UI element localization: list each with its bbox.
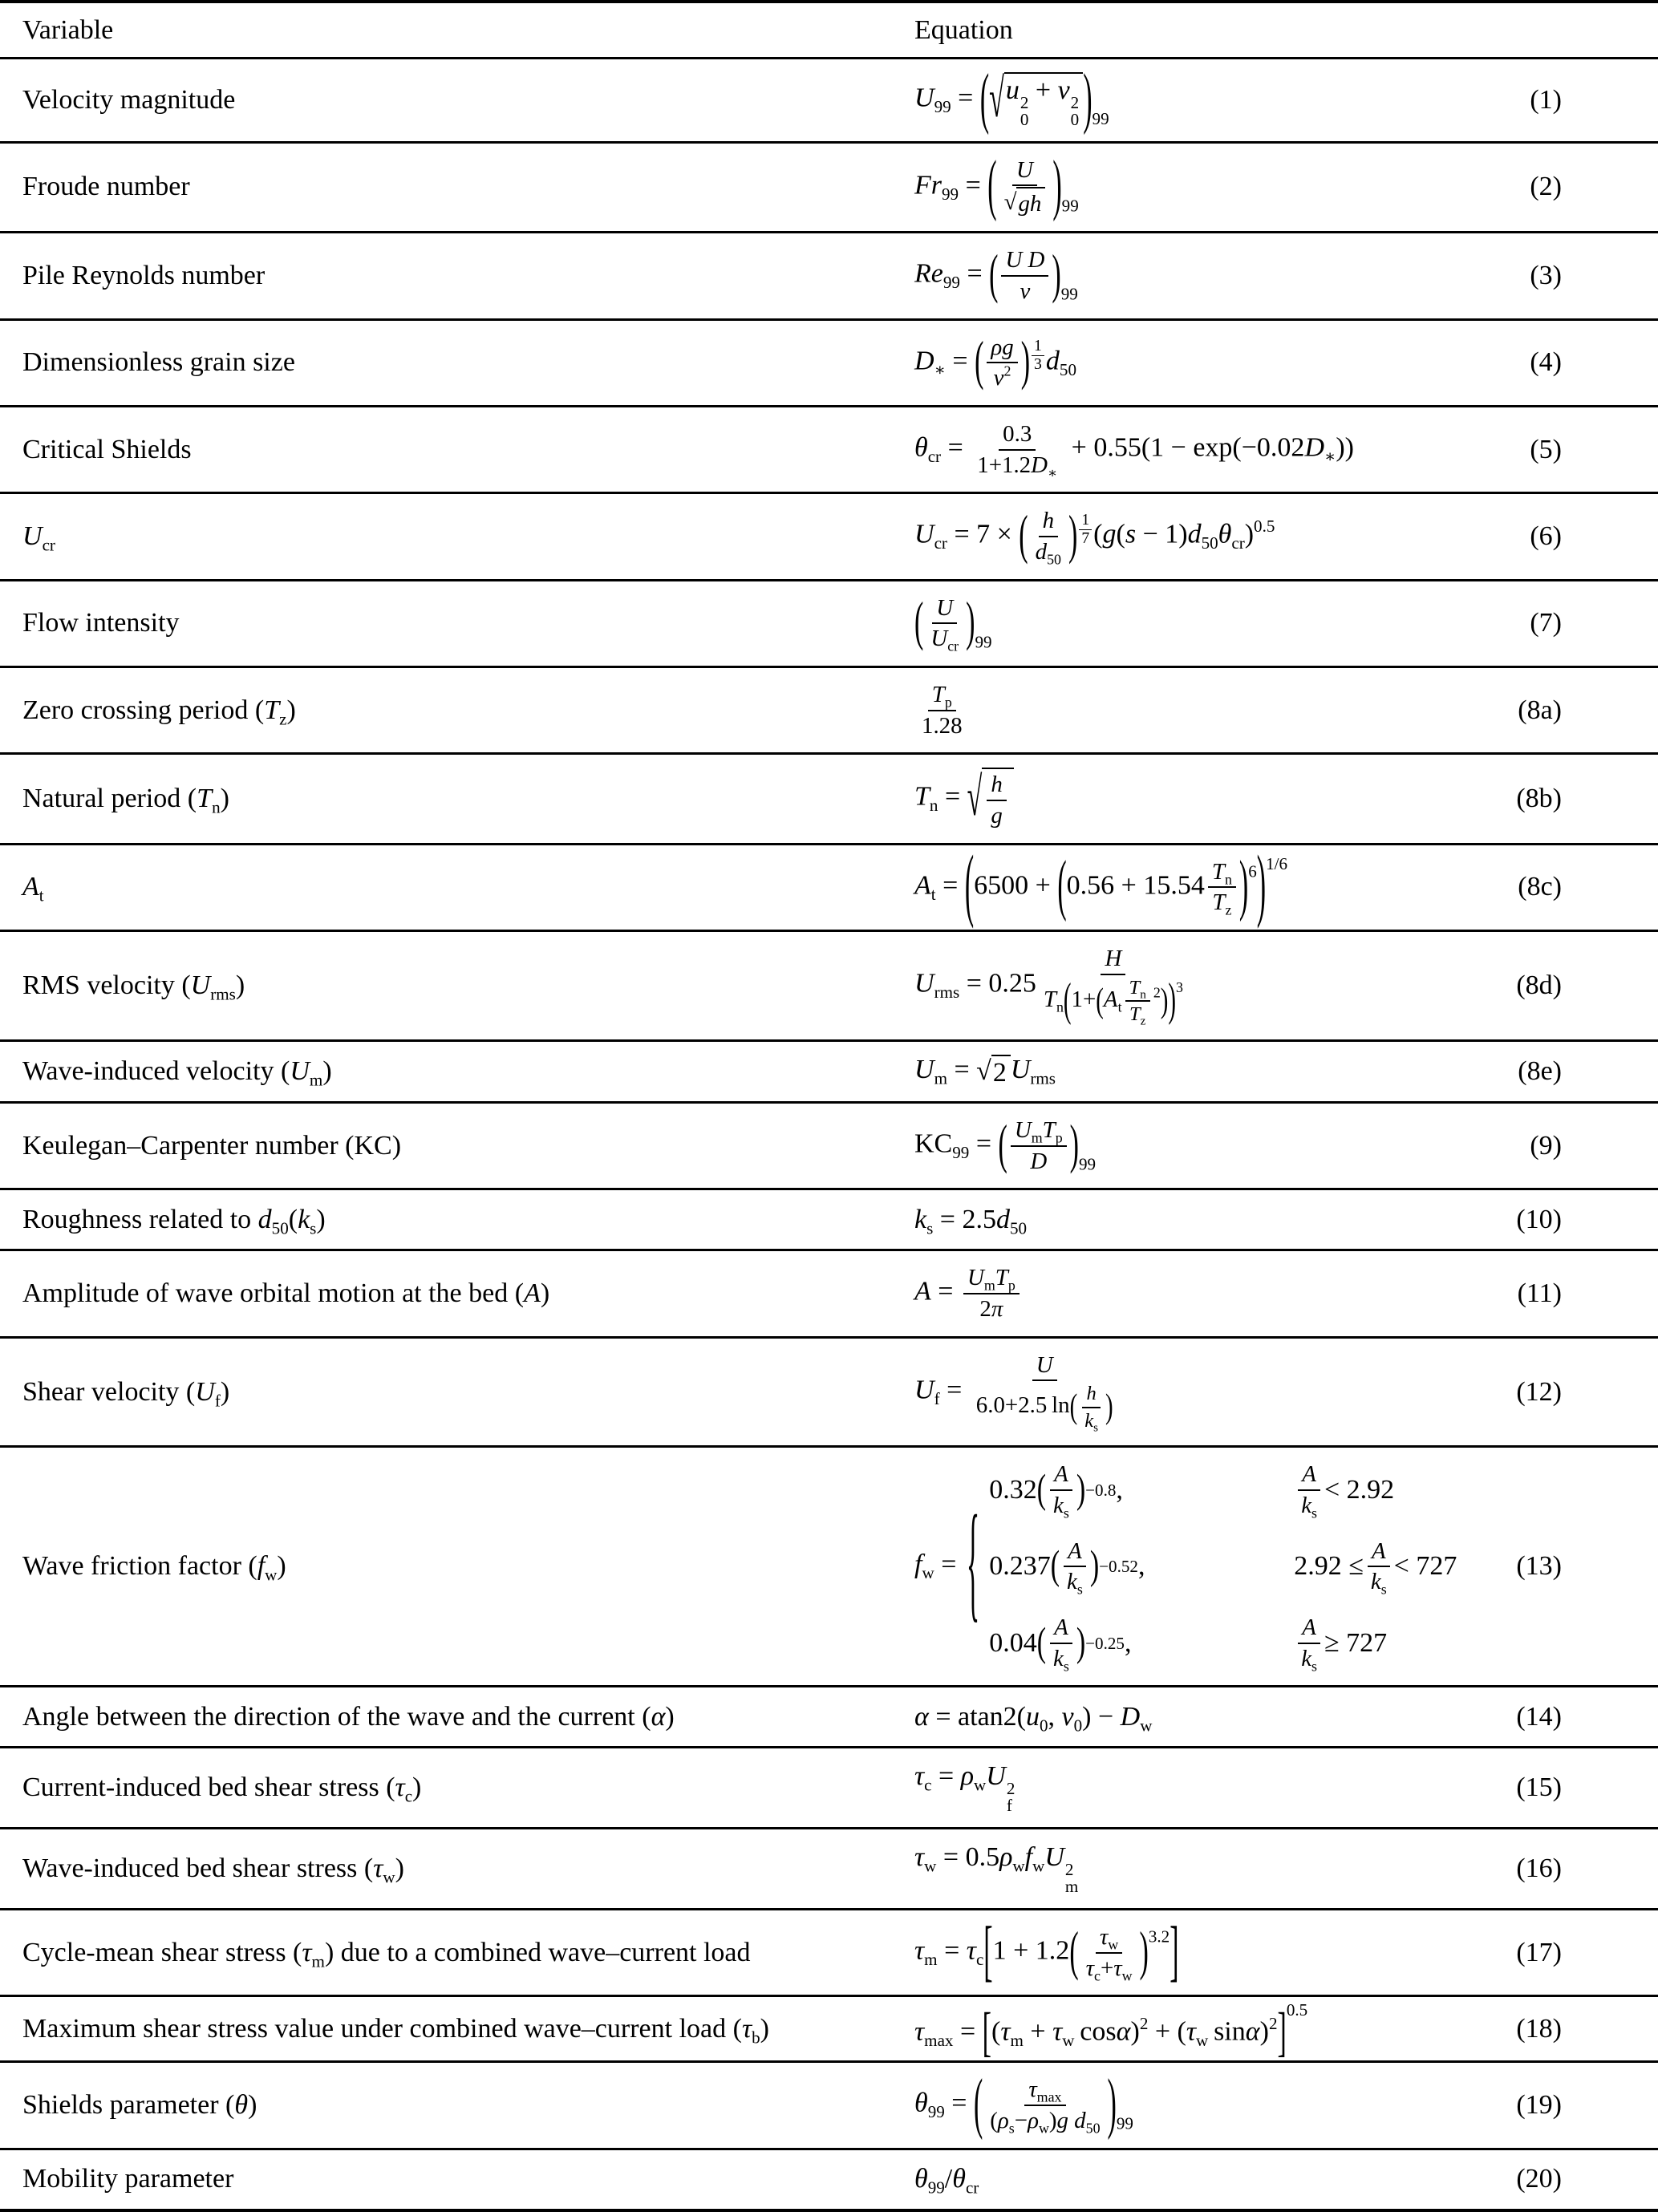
variable-label: $U_{cr}$: [22, 521, 55, 555]
equation-number: (15): [1516, 1772, 1562, 1803]
equation-formula: $T_n$ = √ $\frac{h}{g}$: [914, 768, 1486, 829]
table-row: [0, 1685, 1658, 1746]
table-row: [0, 1827, 1658, 1908]
variable-label: Wave-induced velocity $(U_m)$: [22, 1055, 332, 1090]
variable-label: Roughness related to $d_{50}(k_s)$: [22, 1204, 326, 1238]
table-body: [0, 59, 1658, 2209]
equation-formula: $\tau_w = 0.5\rho_wf_wU$ 2 m: [914, 1842, 1079, 1896]
equation-formula: $Re_{99}$ = ( $\frac{\text{U D}}{v}$ )$_{99}$: [914, 245, 1078, 305]
table-row: [0, 843, 1658, 930]
table-row: [0, 1445, 1658, 1685]
equation-formula: ( U $U_{cr}$ )$_{99}$: [914, 593, 992, 654]
variable-label: Current-induced bed shear stress $(\tau_c)$: [22, 1772, 422, 1806]
table-row: [0, 1249, 1658, 1335]
table-row: [0, 752, 1658, 842]
variable-label: Froude number: [22, 172, 190, 202]
table-row: [0, 492, 1658, 578]
header-equation: Equation: [914, 14, 1013, 45]
equation-formula: $\frac{T_p}{1.28}$: [922, 682, 963, 739]
equation-number: (13): [1516, 1551, 1562, 1582]
variable-label: Maximum shear stress value under combined wave–current load $(\tau_b)$: [22, 2013, 769, 2048]
equation-formula: $\alpha = atan2(u_0$, $v_0) - D_w$: [914, 1701, 1153, 1736]
variable-label: Velocity magnitude: [22, 84, 236, 115]
equation-formula: $U_f$ = U 6.0+2.5 ln( $\frac{h}{k_s}$ ): [914, 1351, 1113, 1435]
equation-formula: $KC_{99}$ = ( $U_mT_p$ D )$_{99}$: [914, 1115, 1097, 1175]
equation-number: (20): [1516, 2164, 1562, 2194]
variable-label: Natural period $(T_n)$: [22, 784, 229, 817]
table-row: [0, 1995, 1658, 2064]
variable-label: Shear velocity $(U_f)$: [22, 1376, 230, 1410]
variable-label: Keulegan–Carpenter number (KC): [22, 1130, 402, 1161]
table-row: [0, 2060, 1658, 2147]
variable-label: Flow intensity: [22, 608, 180, 638]
equation-formula: A = $U_mT_p$ 2π: [914, 1264, 1486, 1323]
variable-label: $A_t$: [22, 872, 44, 905]
equation-number: (17): [1516, 1937, 1562, 1967]
table-row: [0, 141, 1658, 231]
equation-formula: $\theta_{99}/\theta_{cr}$: [914, 2164, 979, 2198]
equation-formula: $U_{cr} = 7$ × ( $\frac{h}{d_{50}}$ ) $\frac{1}{7}$ $(g(s - 1)d_{50}\theta_{cr})^{0.5}$: [914, 505, 1275, 568]
variable-label: Zero crossing period $(T_z)$: [22, 695, 296, 729]
equation-number: (8a): [1518, 695, 1562, 725]
equation-number: (10): [1516, 1204, 1562, 1234]
variable-label: Wave-induced bed shear stress $(\tau_w)$: [22, 1853, 404, 1887]
equation-formula: $k_s = 2.5d_{50}$: [914, 1204, 1028, 1238]
equation-number: (19): [1516, 2089, 1562, 2120]
equation-number: (8b): [1516, 784, 1562, 814]
equation-formula: $Fr_{99}$ = ( U √ gh )$_{99}$: [914, 148, 1079, 224]
header-variable: Variable: [22, 14, 114, 45]
table-row: [0, 1101, 1658, 1188]
variable-label: Mobility parameter: [22, 2164, 234, 2194]
equation-formula: $\tau_m = \tau_c[1 + 1.2$( $\frac{\tau_w}{\tau_c+\tau_w}$ )$^{3.2}$]: [914, 1914, 1179, 1989]
equation-formula: $U_m$ = √ 2 $U_{rms}$: [914, 1054, 1056, 1088]
variable-label: Angle between the direction of the wave and the current (α): [22, 1701, 675, 1732]
equation-number: (11): [1517, 1278, 1562, 1309]
table-row: [0, 318, 1658, 405]
table-row: [0, 1188, 1658, 1249]
table-row: [0, 1039, 1658, 1101]
table-row: [0, 666, 1658, 752]
equation-number: (3): [1530, 260, 1562, 290]
table-row: [0, 1908, 1658, 1995]
variable-label: Cycle-mean shear stress $(\tau_m)$ due to a combined wave–current load: [22, 1937, 751, 1971]
equation-number: (8e): [1518, 1055, 1562, 1086]
table-row: [0, 2148, 1658, 2209]
variable-label: Dimensionless grain size: [22, 347, 295, 378]
table-header-row: [0, 3, 1658, 59]
equation-number: (2): [1530, 172, 1562, 202]
equation-formula: $\theta_{99}$ = ( $\tau_{max}$ $(\rho_s-\rho_w)g$ $d_{50}$ )$_{99}$: [914, 2067, 1133, 2141]
equation-number: (16): [1516, 1853, 1562, 1884]
variable-label: Wave friction factor $(f_w)$: [22, 1551, 286, 1585]
equation-formula: $\theta_{cr}$ = $\frac{0.3}{1+1.2D_∗}$ + $0.55(1 - \exp(-0.02D_∗))$: [914, 420, 1354, 480]
equation-formula: $\tau_c = \rho_wU$ 2 f: [914, 1761, 1015, 1816]
equation-formula: $U_{rms} = 0.25$ H $T_n(1+(A_t$ $\frac{T_n}{T_z}$ $^2$))$^3$: [914, 946, 1183, 1028]
table-row: [0, 579, 1658, 666]
variable-label: Amplitude of wave orbital motion at the bed (A): [22, 1278, 550, 1309]
variable-label: Shields parameter (θ): [22, 2089, 257, 2120]
equation-number: (7): [1530, 608, 1562, 638]
table-row: [0, 231, 1658, 318]
equation-number: (8d): [1516, 970, 1562, 1000]
table-row: [0, 1746, 1658, 1827]
table-row: [0, 59, 1658, 141]
equation-formula: $D_∗$ = ( $\frac{\rho g}{v^2}$ ) $\frac{1}{3}$ $d_{50}$: [914, 332, 1076, 392]
equation-formula: $U_{99}$ = ( √ u 2 0 + v 2 0 )$_{99}$: [914, 62, 1109, 136]
equation-number: (18): [1516, 2013, 1562, 2044]
equation-formula: $A_t = (6500 + (0.56 + 15.54$ $\frac{T_n}{T_z}$ )$^6$)$^{1/6}$: [914, 841, 1288, 931]
equation-number: (14): [1516, 1701, 1562, 1732]
variable-label: RMS velocity $(U_{rms})$: [22, 970, 245, 1004]
table-row: [0, 930, 1658, 1039]
equation-number: (1): [1530, 84, 1562, 115]
equation-number: (12): [1516, 1376, 1562, 1407]
table-row: [0, 405, 1658, 492]
equation-number: (5): [1530, 434, 1562, 464]
equation-formula: $\tau_{max} = [(\tau_m + \tau_w$ $\cos\alpha)^2 + (\tau_w$ sinα)$^2$]$^{0.5}$: [914, 2000, 1308, 2064]
table-row: [0, 1336, 1658, 1446]
equation-number: (4): [1530, 347, 1562, 378]
equation-number: (9): [1530, 1130, 1562, 1161]
equation-number: (8c): [1518, 872, 1562, 902]
variable-label: Pile Reynolds number: [22, 260, 266, 290]
equation-formula: $f_w$ = { 0.32 ( A $k_s$ ) −0.8 , A $k_s$ < 2.92 0.237 ( A $k_s$ ) −0.52 , 2.92 ≤ A $k_s$ < 727 0.04 ( A $k_s$ ) −0.25 , A $k_s$ ≥ 727: [914, 1461, 1457, 1675]
equation-number: (6): [1530, 521, 1562, 551]
variable-label: Critical Shields: [22, 434, 192, 464]
